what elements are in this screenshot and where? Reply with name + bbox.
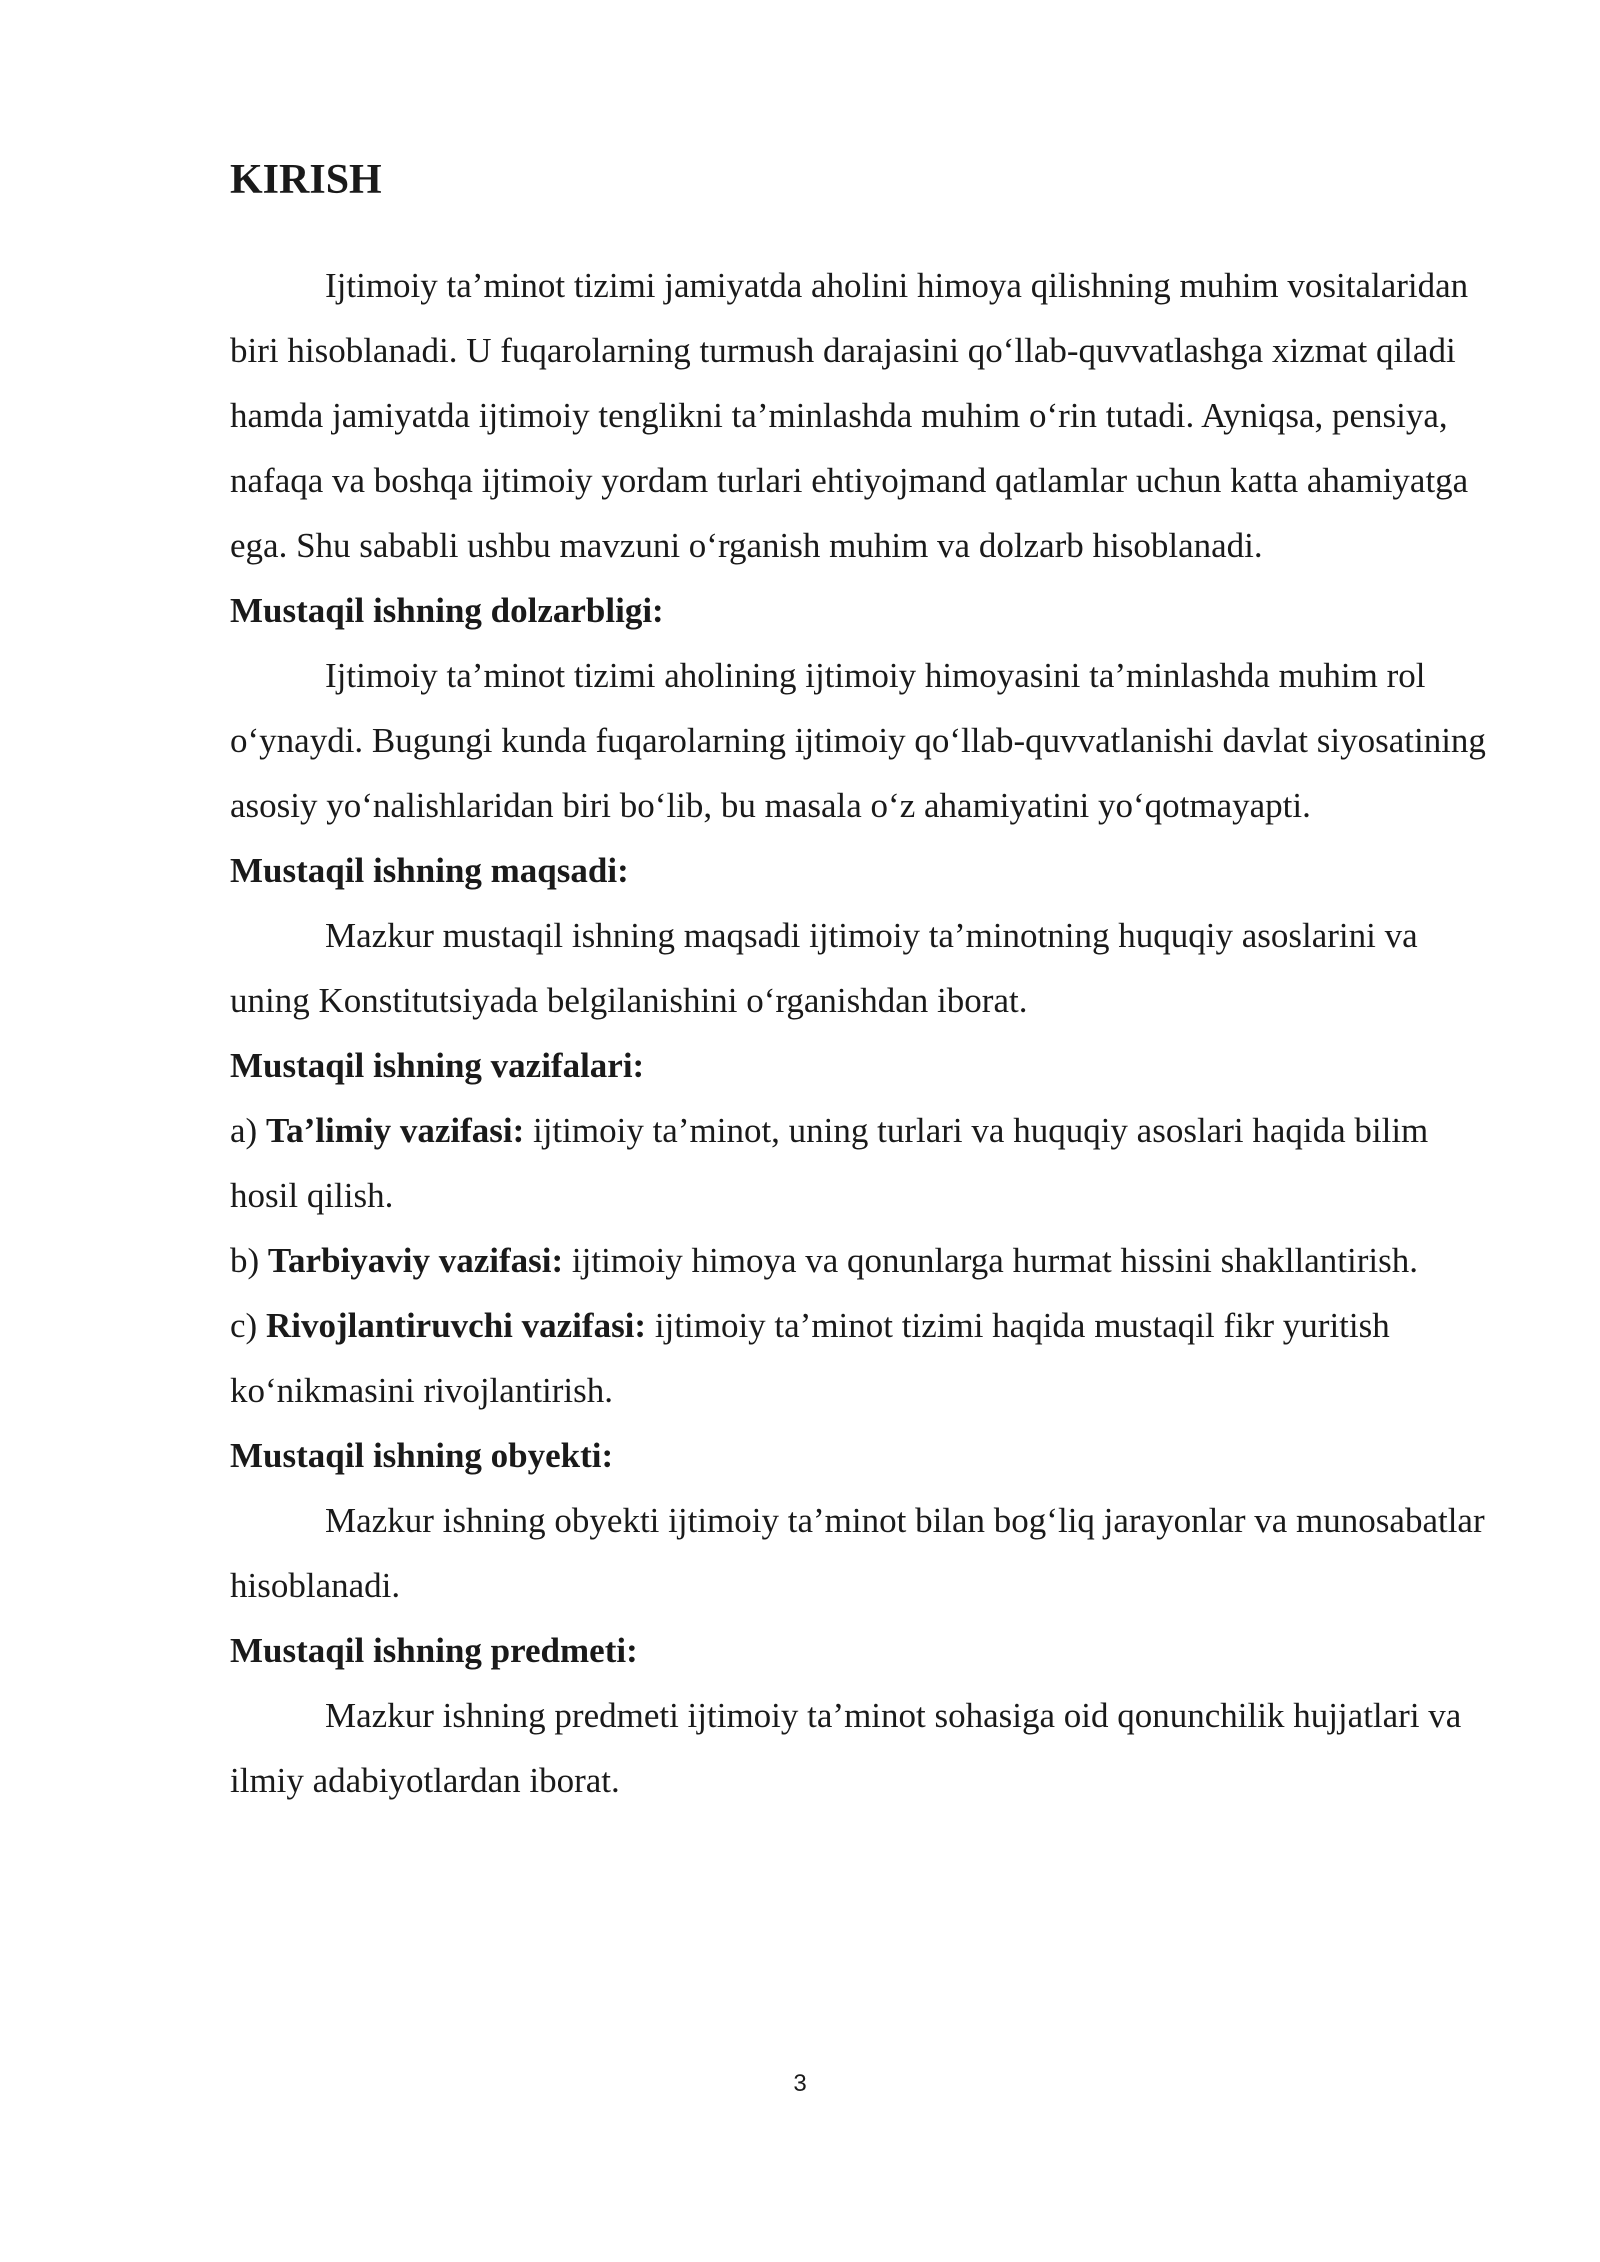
page-title: KIRISH bbox=[230, 157, 382, 203]
task-item-upbringing bbox=[230, 1228, 1490, 1293]
subject-heading: Mustaqil ishning predmeti: bbox=[230, 1631, 638, 1670]
task-item-educational bbox=[230, 1098, 1490, 1228]
intro-paragraph: Ijtimoiy ta’minot tizimi jamiyatda aholini himoya qilishning muhim vositalaridan biri hisoblanadi. U fuqarolarning turmush darajasini qo‘llab-quvvatlashga xizmat qiladi hamda jamiyatda ijtimoiy tenglikni ta’minlashda muhim o‘rin tutadi. Ayniqsa, pensiya, nafaqa va boshqa ijtimoiy yordam turlari ehtiyojmand qatlamlar uchun katta ahamiyatga ega. Shu sababli ushbu mavzuni o‘rganish muhim va dolzarb hisoblanadi. bbox=[230, 266, 1469, 565]
relevance-paragraph: Ijtimoiy ta’minot tizimi aholining ijtimoiy himoyasini ta’minlashda muhim rol o‘ynaydi. Bugungi kunda fuqarolarning ijtimoiy qo‘llab-quvvatlanishi davlat siyosatining asosiy yo‘nalishlaridan biri bo‘lib, bu masala o‘z ahamiyatini yo‘qotmayapti. bbox=[230, 656, 1486, 825]
subject-paragraph: Mazkur ishning predmeti ijtimoiy ta’minot sohasiga oid qonunchilik hujjatlari va ilmiy adabiyotlardan iborat. bbox=[230, 1696, 1462, 1800]
task-prefix: a) bbox=[230, 1111, 258, 1150]
task-label: Ta’limiy vazifasi: bbox=[265, 1111, 525, 1150]
object-paragraph: Mazkur ishning obyekti ijtimoiy ta’minot bilan bog‘liq jarayonlar va munosabatlar hisoblanadi. bbox=[230, 1501, 1485, 1605]
task-prefix: c) bbox=[230, 1306, 258, 1345]
task-text: ijtimoiy ta’minot, uning turlari va huquqiy asoslari haqida bilim hosil qilish. bbox=[230, 1111, 1429, 1215]
task-item-developmental bbox=[230, 1293, 1490, 1423]
relevance-heading: Mustaqil ishning dolzarbligi: bbox=[230, 591, 664, 630]
page-number: 3 bbox=[793, 2070, 807, 2097]
task-prefix: b) bbox=[230, 1241, 260, 1280]
goal-heading: Mustaqil ishning maqsadi: bbox=[230, 851, 629, 890]
goal-paragraph: Mazkur mustaqil ishning maqsadi ijtimoiy ta’minotning huquqiy asoslarini va uning Konstitutsiyada belgilanishini o‘rganishdan iborat. bbox=[230, 916, 1418, 1020]
task-label: Rivojlantiruvchi vazifasi: bbox=[265, 1306, 647, 1345]
task-label: Tarbiyaviy vazifasi: bbox=[267, 1241, 564, 1280]
object-heading: Mustaqil ishning obyekti: bbox=[230, 1436, 614, 1475]
task-text: ijtimoiy himoya va qonunlarga hurmat hissini shakllantirish. bbox=[571, 1241, 1418, 1280]
task-text: ijtimoiy ta’minot tizimi haqida mustaqil fikr yuritish ko‘nikmasini rivojlantirish. bbox=[230, 1306, 1390, 1410]
page-content bbox=[230, 150, 1490, 1813]
tasks-heading: Mustaqil ishning vazifalari: bbox=[230, 1046, 645, 1085]
